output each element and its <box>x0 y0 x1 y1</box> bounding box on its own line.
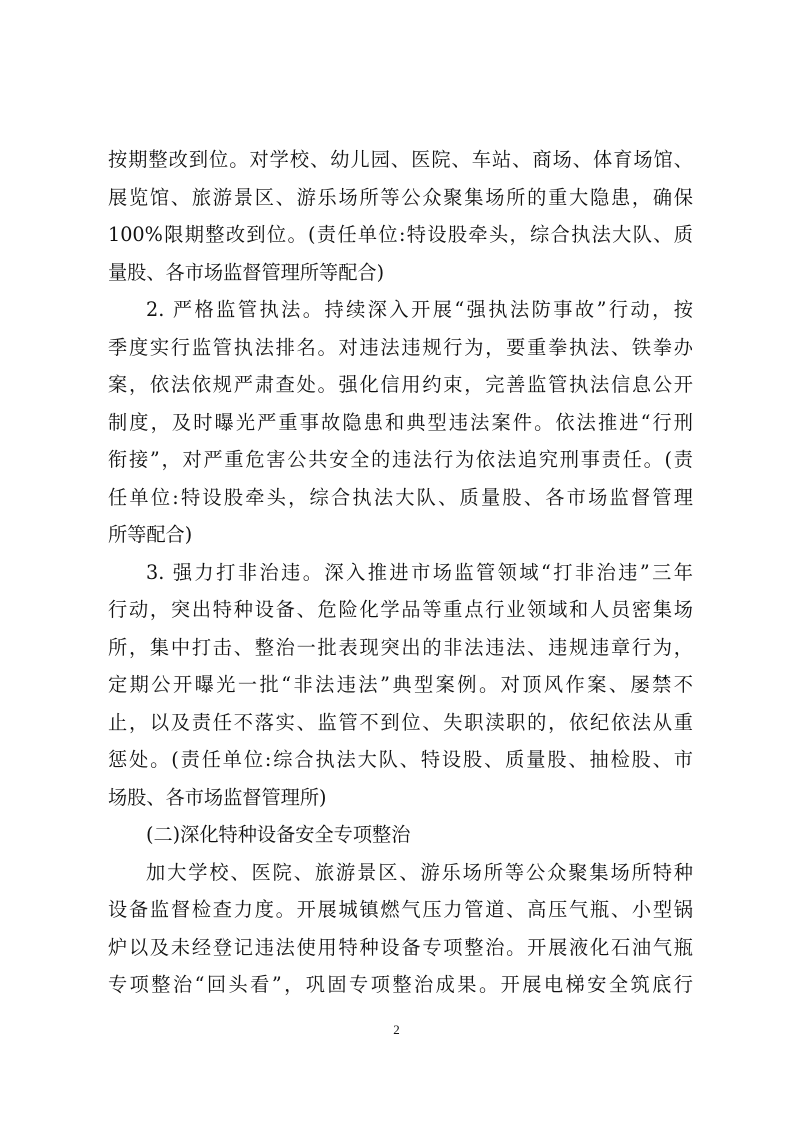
text-line: 制度，及时曝光严重事故隐患和典型违法案件。依法推进“行刑 <box>108 410 693 434</box>
text-line: 设备监督检查力度。开展城镇燃气压力管道、高压气瓶、小型锅 <box>108 898 693 921</box>
text-line: 衔接”，对严重危害公共安全的违法行为依法追究刑事责任。(责 <box>108 448 693 471</box>
text-line: 量股、各市场监督管理所等配合) <box>108 260 385 284</box>
item-2-heading-line: 2. 严格监管执法。持续深入开展“强执法防事故”行动，按 <box>146 298 693 321</box>
text-line: 季度实行监管执法排名。对违法违规行为，要重拳执法、铁拳办 <box>108 335 693 359</box>
text-line: 任单位:特设股牵头，综合执法大队、质量股、各市场监督管理 <box>108 485 693 509</box>
text-line: 所，集中打击、整治一批表现突出的非法违法、违规违章行为， <box>108 635 693 659</box>
text-line: 场股、各市场监督管理所) <box>108 785 327 809</box>
text-line: 所等配合) <box>108 523 193 546</box>
text-line: 加大学校、医院、旅游景区、游乐场所等公众聚集场所特种 <box>146 860 693 884</box>
text-line: 炉以及未经登记违法使用特种设备专项整治。开展液化石油气瓶 <box>108 935 693 959</box>
body-text <box>108 141 693 1004</box>
text-line: 按期整改到位。对学校、幼儿园、医院、车站、商场、体育场馆、 <box>108 148 693 171</box>
text-line: 100%限期整改到位。(责任单位:特设股牵头，综合执法大队、质 <box>108 223 693 246</box>
text-line: 惩处。(责任单位:综合执法大队、特设股、质量股、抽检股、市 <box>108 748 693 771</box>
text-line: 定期公开曝光一批“非法违法”典型案例。对顶风作案、屡禁不 <box>108 673 693 696</box>
text-line: 展览馆、旅游景区、游乐场所等公众聚集场所的重大隐患，确保 <box>108 185 693 209</box>
section-heading: (二)深化特种设备安全专项整治 <box>146 823 411 846</box>
text-line: 行动，突出特种设备、危险化学品等重点行业领域和人员密集场 <box>108 598 693 621</box>
text-line: 专项整治“回头看”，巩固专项整治成果。开展电梯安全筑底行 <box>108 973 693 996</box>
page-number: 2 <box>393 1022 400 1037</box>
text-line: 案，依法依规严肃查处。强化信用约束，完善监管执法信息公开 <box>108 373 693 396</box>
text-line: 止，以及责任不落实、监管不到位、失职渎职的，依纪依法从重 <box>108 710 693 734</box>
item-3-heading-line: 3. 强力打非治违。深入推进市场监管领域“打非治违”三年 <box>146 560 693 584</box>
